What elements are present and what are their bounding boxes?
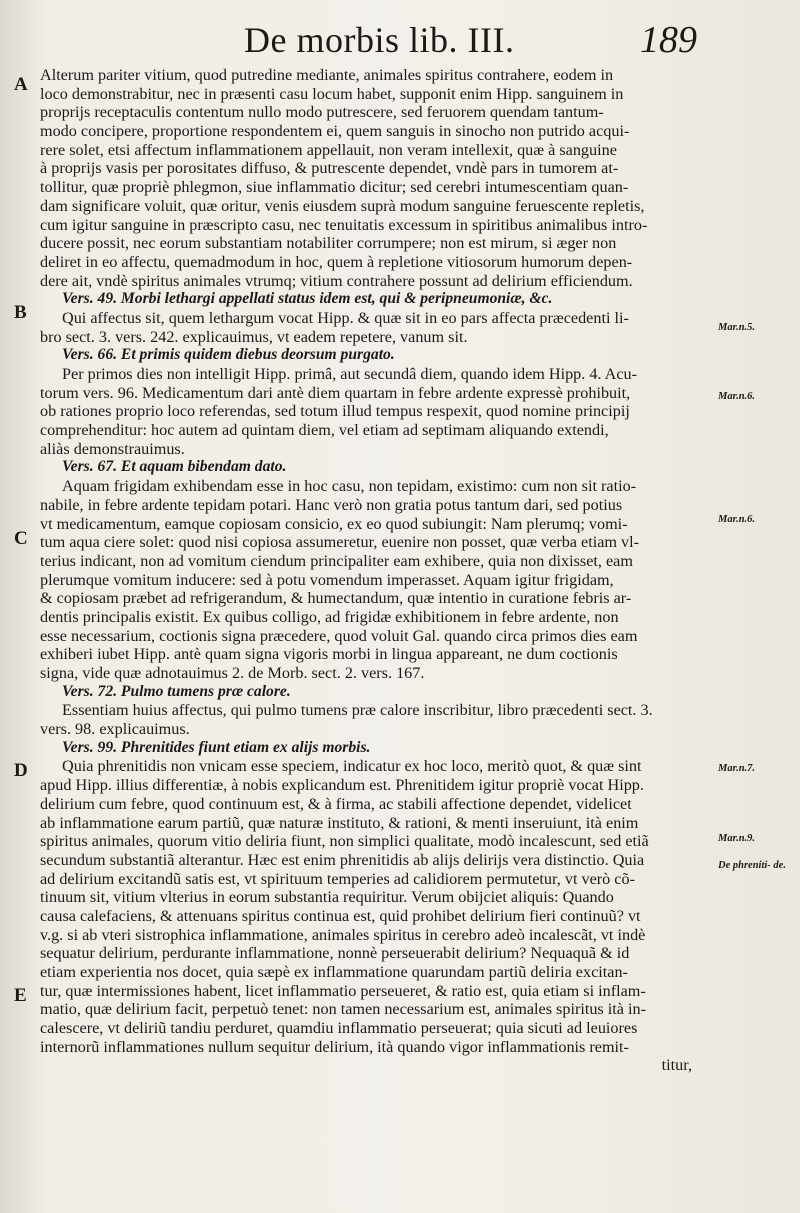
section-letter-d: D [14, 760, 28, 781]
verse-heading: Vers. 66. Et primis quidem diebus deorsum purgato. [62, 346, 395, 364]
margin-note: Mar.n.7. [718, 763, 756, 774]
text-line: bro sect. 3. vers. 242. explicauimus, vt eadem repetere, vanum sit. [40, 327, 468, 346]
text-line: terius indicant, non ad vomitum ciendum principaliter eam exhibere, quia non dixisset, eam [40, 551, 633, 570]
text-line: Per primos dies non intelligit Hipp. primâ, aut secundâ diem, quando idem Hipp. 4. Acu- [62, 365, 638, 383]
text-line: loco demonstrabitur, nec in præsenti casu locum habet, supponit enim Hipp. sanguinem in [40, 84, 624, 103]
page-header [0, 18, 800, 68]
text-line: plerumque vomitum inducere: sed à potu vomendum imperasset. Aquam igitur frigidam, [40, 570, 614, 589]
text-line: dere ait, vndè spiritus animales vtrumq; vitium contrahere possunt ad delirium efficiendum. [40, 271, 633, 290]
text-line: rere solet, etsi affectum inflammationem appellauit, non veram intellexit, quæ à sanguine [40, 140, 617, 159]
text-line: tur, quæ intermissiones habent, licet inflammatio perseueret, & ratio est, quia etiam si inflam- [40, 981, 646, 1000]
text-line: exhiberi iubet Hipp. antè quam signa vigoris morbi in lingua appareant, ne dum coctionis [40, 645, 618, 664]
running-title: De morbis lib. III. [244, 20, 515, 60]
margin-note: Mar.n.9. [718, 833, 756, 844]
text-line: signa, vide quæ adnotauimus 2. de Morb. sect. 2. vers. 167. [40, 664, 425, 682]
section-letter-b: B [14, 302, 27, 323]
text-line: vers. 98. explicauimus. [40, 720, 190, 739]
text-line: Essentiam huius affectus, qui pulmo tumens præ calore inscribitur, libro præcedenti sect. 3. [62, 701, 653, 720]
text-line: & copiosam præbet ad refrigerandum, & humectandum, quæ intentio in curatione febris ar- [40, 589, 632, 608]
text-line: ducere possit, nec eorum substantiam notabiliter corrumpere; non est mirum, si æger non [40, 234, 617, 253]
margin-note: Mar.n.5. [718, 322, 756, 333]
text-line: secundum substantiã alterantur. Hæc est enim phrenitidis ab alijs delirijs vera distinctio. Quia [40, 850, 645, 869]
text-line: vt medicamentum, eamque copiosam consicio, ex eo quod subiungit: Nam plerumq; vomi- [40, 514, 628, 533]
section-letter-a: A [14, 74, 28, 95]
text-line: sequatur delirium, perdurante inflammatione, nonnè perseuerabit delirium? Nequaquã & id [40, 944, 630, 963]
text-line: modo concipere, proportione respondentem ei, quem sanguis in sinocho non putrido acqui- [40, 122, 630, 141]
text-line: nabile, in febre ardente tepidam potari. Hanc verò non gratia potus tantum dari, sed potius [40, 495, 623, 514]
text-line: delirium cum febre, quod continuum est, & à firma, ac stabili affectione dependet, videlicet [40, 794, 632, 813]
text-line: à proprijs vasis per porositates diffuso, & putrescente dependet, vndè pars in tumorem at- [40, 159, 619, 178]
text-line: proprijs receptaculis contentum nullo modo putrescere, sed feruorem quendam tantum- [40, 103, 604, 122]
text-line: tinuum sit, vitium vlterius in eorum substantia requiritur. Verum obijciet aliquis: Quando [40, 888, 614, 907]
text-line: aliàs demonstrauimus. [40, 439, 185, 458]
section-letter-c: C [14, 528, 28, 549]
text-line: internorũ inflammationes nullum sequitur delirium, ità quando vigor inflammationis remit- [40, 1037, 629, 1056]
text-line: ob rationes proprio loco referendas, sed totum illud tempus respexit, quod nomine principij [40, 402, 630, 421]
text-line: Aquam frigidam exhibendam esse in hoc casu, non tepidam, existimo: cum non sit ratio- [62, 477, 637, 496]
text-line: Quia phrenitidis non vnicam esse speciem, indicatur ex hoc loco, meritò quot, & quæ sint [62, 757, 642, 776]
text-line: ad delirium excitandũ satis est, vt spirituum temperies ad calidiorem permutetur, vt verò cõ- [40, 869, 635, 888]
text-line: Alterum pariter vitium, quod putredine mediante, animales spiritus contrahere, eodem in [40, 66, 614, 84]
text-line: etiam experientia nos docet, quia sæpè ex inflammatione quarundam partiũ deliria excitan- [40, 963, 628, 981]
text-line: apud Hipp. illius differentiæ, à nobis explicandum est. Phrenitidem igitur propriè vocat Hipp. [40, 776, 644, 795]
verse-heading: Vers. 99. Phrenitides fiunt etiam ex alijs morbis. [62, 738, 371, 756]
verse-heading: Vers. 72. Pulmo tumens præ calore. [62, 682, 291, 700]
text-line: Qui affectus sit, quem lethargum vocat Hipp. & quæ sit in eo pars affecta præcedenti li- [62, 308, 629, 327]
text-line: calescere, vt deliriũ tandiu perduret, quamdiu inflammatio perseuerat; quia sicuti ad leuiores [40, 1019, 638, 1038]
verse-heading: Vers. 67. Et aquam bibendam dato. [62, 458, 287, 476]
text-line: esse necessarium, coctionis signa præcedere, quod voluit Gal. quando circa primos dies eam [40, 626, 638, 645]
text-line: causa calefaciens, & attenuans spiritus continua est, quid prohibet delirium fieri continuũ? vt [40, 906, 641, 925]
text-line: tum aqua ciere solet: quod nisi copiosa assumeretur, euenire non posset, quæ verba etiam vl- [40, 533, 640, 552]
text-line: dentis principalis existit. Ex quibus colligo, ad frigidæ exhibitionem in febre ardente, non [40, 607, 619, 626]
section-letter-e: E [14, 985, 27, 1006]
margin-note: Mar.n.6. [718, 391, 756, 402]
margin-note: De phreniti- de. [718, 860, 786, 871]
text-line: v.g. si ab vteri sistrophica inflammatione, animales spiritus in cerebro adeò incalescãt, vt indè [40, 925, 646, 944]
text-line: spiritus animales, quorum vitio deliria fiunt, non simplici qualitate, modò incalescunt, sed etiã [40, 832, 649, 851]
main-text [40, 66, 712, 1075]
text-line: comprehenditur: hoc autem ad quintam diem, vel etiam ad septimam aliquando extendi, [40, 421, 609, 440]
text-line: deliret in eo affectu, quemadmodum in hoc, quem à repletione vitiosorum humorum depen- [40, 252, 633, 271]
page-number: 189 [640, 19, 697, 61]
verse-heading: Vers. 49. Morbi lethargi appellati status idem est, qui & peripneumoniæ, &c. [62, 290, 553, 308]
text-line: dam significare voluit, quæ oritur, venis eiusdem suprà modum sanguine feruescente repletis, [40, 196, 645, 215]
catchword: titur, [661, 1056, 692, 1075]
text-line: torum vers. 96. Medicamentum dari antè diem quartam in febre ardente expressè prohibuit, [40, 383, 631, 402]
text-line: tollitur, quæ propriè phlegmon, siue inflammatio dicitur; sed cerebri intumescentiam quan- [40, 178, 629, 197]
text-line: matio, quæ delirium facit, perpetuò tenet: non tamen necessarium est, animales spiritus ità in- [40, 1000, 646, 1019]
text-line: cum igitur sanguine in præscripto casu, nec tenuitatis excessum in spiritibus animalibus intro- [40, 215, 648, 234]
text-line: ab inflammatione earum partiũ, quæ naturæ instituto, & rationi, & menti inseruiunt, ità enim [40, 813, 639, 832]
margin-note: Mar.n.6. [718, 514, 756, 525]
